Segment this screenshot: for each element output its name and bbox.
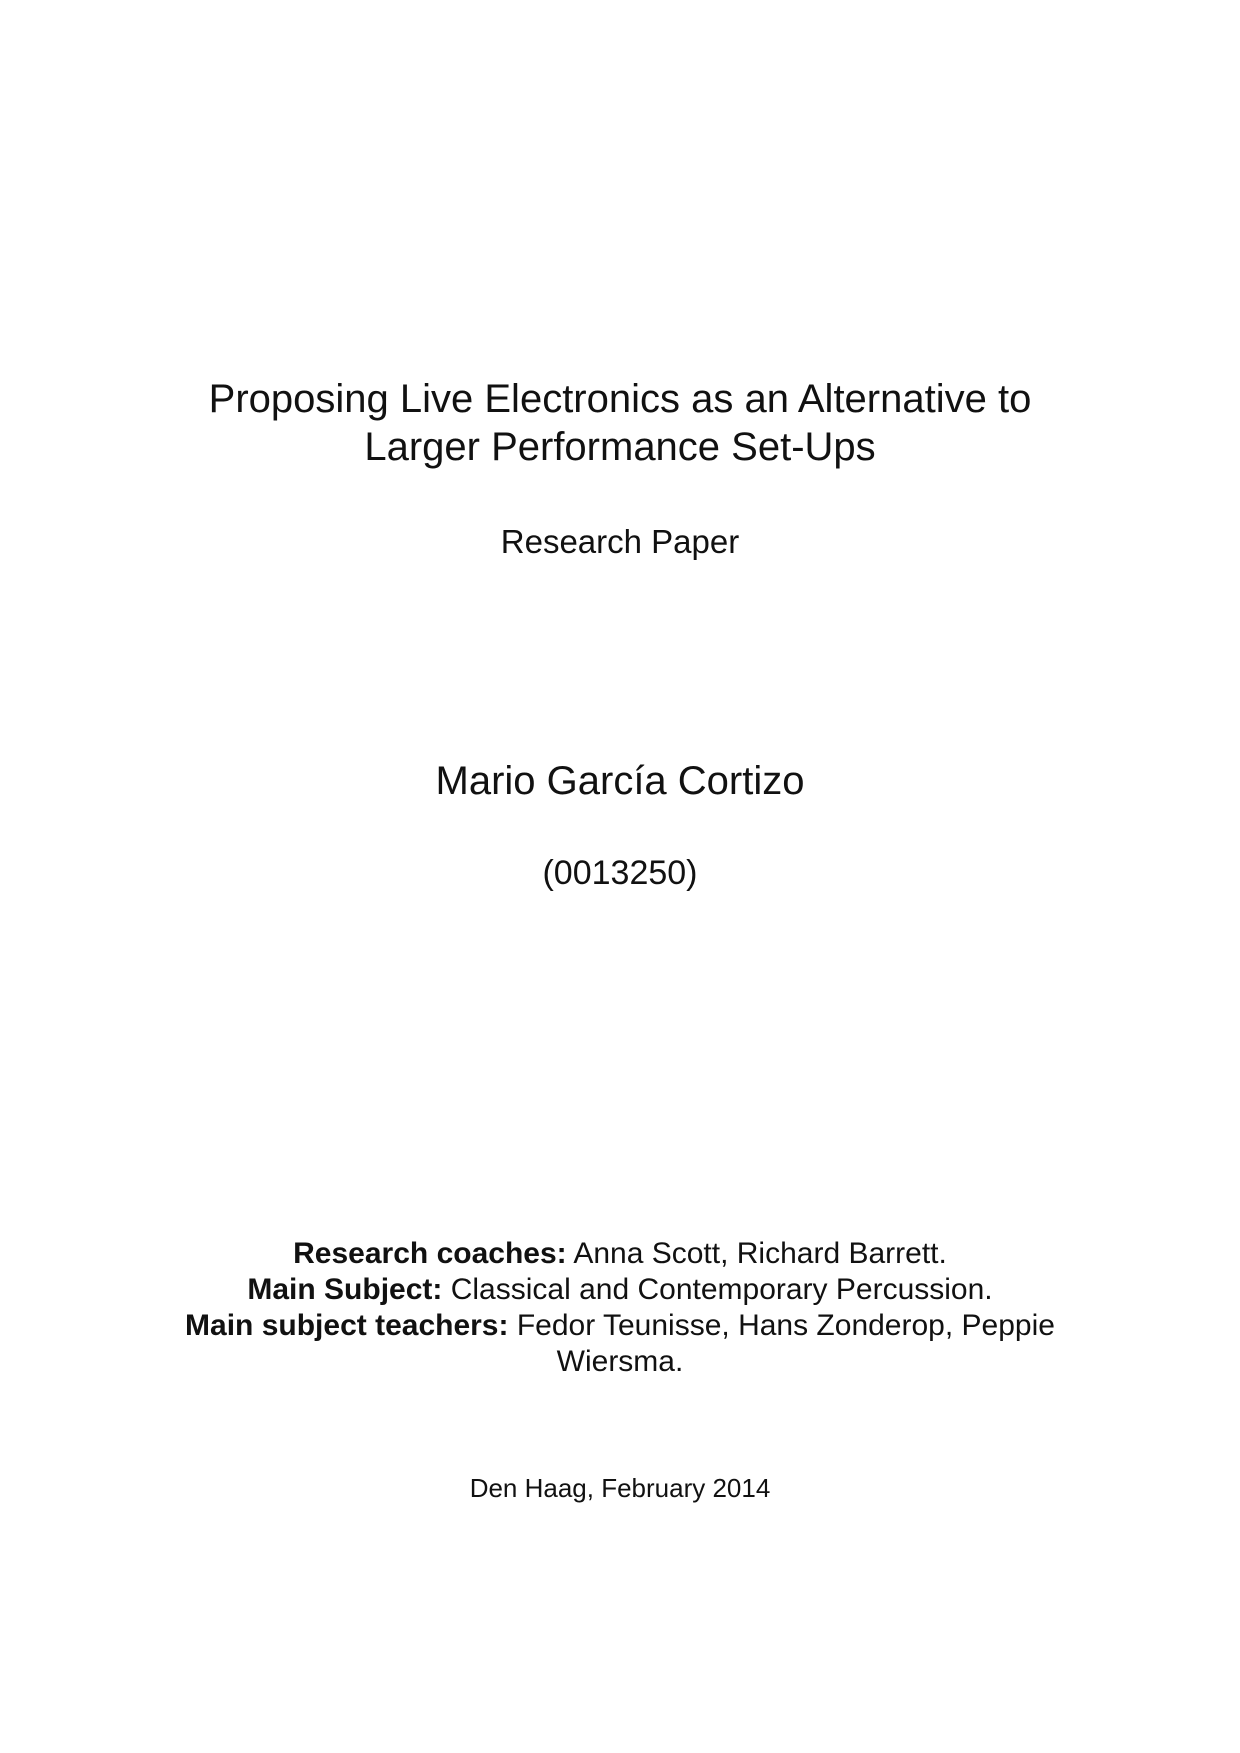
paper-subtitle: Research Paper [500, 523, 740, 560]
credits-block [0, 1236, 1240, 1380]
main-subject-teachers-row-continued [0, 1344, 1240, 1380]
main-subject-value: Classical and Contemporary Percussion. [450, 1273, 993, 1306]
place-and-date: Den Haag, February 2014 [469, 1473, 771, 1503]
main-subject-label: Main Subject: [247, 1273, 443, 1306]
paper-title [0, 375, 1240, 471]
author-name: Mario García Cortizo [435, 759, 805, 803]
paper-title-line-1: Proposing Live Electronics as an Alternative to [208, 377, 1032, 421]
main-subject-teachers-value-continued: Wiersma. [556, 1345, 684, 1378]
research-coaches-value: Anna Scott, Richard Barrett. [573, 1237, 947, 1270]
paper-title-line-2: Larger Performance Set-Ups [364, 425, 876, 469]
main-subject-teachers-label: Main subject teachers: [185, 1309, 509, 1342]
main-subject-teachers-value: Fedor Teunisse, Hans Zonderop, Peppie [516, 1309, 1055, 1342]
main-subject-row [0, 1272, 1240, 1308]
research-coaches-label: Research coaches: [293, 1237, 567, 1270]
student-id: (0013250) [542, 854, 698, 892]
research-coaches-row [0, 1236, 1240, 1272]
main-subject-teachers-row [0, 1308, 1240, 1344]
